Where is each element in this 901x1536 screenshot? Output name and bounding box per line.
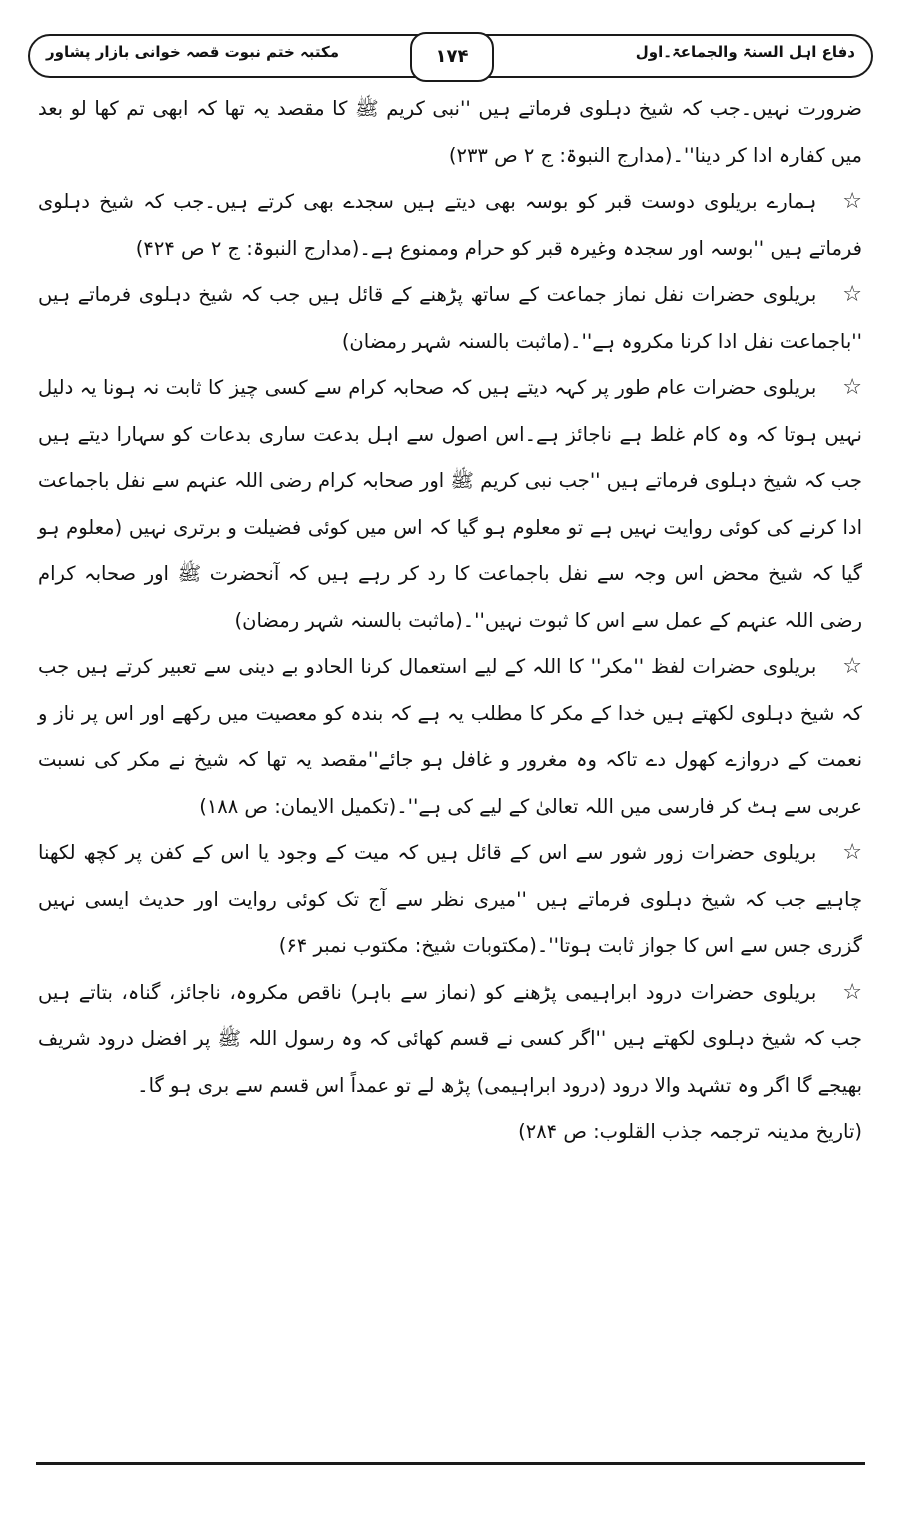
star-icon: ☆	[842, 654, 862, 679]
book-title: دفاع اہل السنۃ والجماعۃ۔اول	[635, 43, 855, 61]
list-item	[38, 644, 862, 830]
star-icon: ☆	[842, 979, 862, 1005]
closing-citation: (تاریخ مدینہ ترجمہ جذب القلوب: ص ۲۸۴)	[518, 1120, 862, 1143]
footer-divider	[36, 1462, 865, 1465]
page-number: ۱۷۴	[410, 32, 494, 82]
page-header	[28, 34, 873, 78]
star-icon: ☆	[842, 375, 862, 400]
list-item	[38, 970, 862, 1110]
star-icon: ☆	[842, 840, 862, 865]
star-icon: ☆	[842, 189, 862, 214]
list-item-text: بریلوی حضرات لفظ ''مکر'' کا اللہ کے لیے استعمال کرنا الحادو بے دینی سے تعبیر کرتے ہیں جب کہ شیخ دہلوی لکھتے ہیں خدا کے مکر کا مطلب یہ ہے کہ بندہ کو معصیت میں رکھے اور اس پر ناز و نعمت کے دروازے کھول دے تاکہ وہ مغرور و غافل ہو جائے''مقصد یہ تھا کہ شیخ نے مکر کی نسبت عربی سے ہٹ کر فارسی میں اللہ تعالیٰ کے لیے کی ہے''۔(تکمیل الایمان: ص ۱۸۸)	[38, 655, 862, 818]
intro-paragraph: ضرورت نہیں۔جب کہ شیخ دہلوی فرماتے ہیں ''نبی کریم ﷺ کا مقصد یہ تھا کہ ابھی تم کھا لو بعد میں کفارہ ادا کر دینا''۔(مدارج النبوۃ: ج ۲ ص ۲۳۳)	[38, 97, 862, 167]
list-item	[38, 830, 862, 970]
list-item-text: بریلوی حضرات درود ابراہیمی پڑھنے کو (نماز سے باہر) ناقص مکروہ، ناجائز، گناہ، بتاتے ہیں جب کہ شیخ دہلوی لکھتے ہیں ''اگر کسی نے قسم کھائی کہ وہ رسول اللہ ﷺ پر افضل درود شریف بھیجے گا اگر وہ تشہد والا درود (درود ابراہیمی) پڑھ لے تو عمداً اس قسم سے بری ہو گا۔	[38, 980, 862, 1097]
list-item-text: ہمارے بریلوی دوست قبر کو بوسہ بھی دیتے ہیں سجدے بھی کرتے ہیں۔جب کہ شیخ دہلوی فرماتے ہیں ''بوسہ اور سجدہ وغیرہ قبر کو حرام وممنوع ہے۔(مدارج النبوۃ: ج ۲ ص ۴۲۴)	[38, 190, 862, 260]
list-item-text: بریلوی حضرات نفل نماز جماعت کے ساتھ پڑھنے کے قائل ہیں جب کہ شیخ دہلوی فرماتے ہیں ''باجماعت نفل ادا کرنا مکروہ ہے''۔(ماثبت بالسنہ شہر رمضان)	[38, 283, 862, 353]
list-item	[38, 272, 862, 365]
star-icon: ☆	[842, 282, 862, 307]
list-item	[38, 365, 862, 644]
list-item-text: بریلوی حضرات زور شور سے اس کے قائل ہیں کہ میت کے وجود یا اس کے کفن پر کچھ لکھنا چاہیے جب کہ شیخ دہلوی فرماتے ہیں ''میری نظر سے آج تک کوئی روایت اور حدیث ایسی نہیں گزری جس سے اس کا جواز ثابت ہوتا''۔(مکتوبات شیخ: مکتوب نمبر ۶۴)	[38, 841, 862, 957]
publisher-name: مکتبہ ختم نبوت قصہ خوانی بازار پشاور	[46, 43, 340, 61]
list-item	[38, 179, 862, 272]
page-body	[38, 86, 862, 1156]
list-item-text: بریلوی حضرات عام طور پر کہہ دیتے ہیں کہ صحابہ کرام سے کسی چیز کا ثابت نہ ہونا یہ دلیل نہیں ہوتا کہ وہ کام غلط ہے ناجائز ہے۔اس اصول سے اہل بدعت ساری بدعات کو سہارا دیتے ہیں جب کہ شیخ دہلوی فرماتے ہیں ''جب نبی کریم ﷺ اور صحابہ کرام رضی اللہ عنہم سے نفل باجماعت ادا کرنے کی کوئی روایت نہیں ہے تو معلوم ہو گیا کہ اس میں کوئی فضیلت و برتری نہیں (معلوم ہو گیا کہ شیخ محض اس وجہ سے نفل باجماعت کا رد کر رہے ہیں کہ آنحضرت ﷺ اور صحابہ کرام رضی اللہ عنہم کے عمل سے اس کا ثبوت نہیں''۔(ماثبت بالسنہ شہر رمضان)	[38, 376, 862, 632]
